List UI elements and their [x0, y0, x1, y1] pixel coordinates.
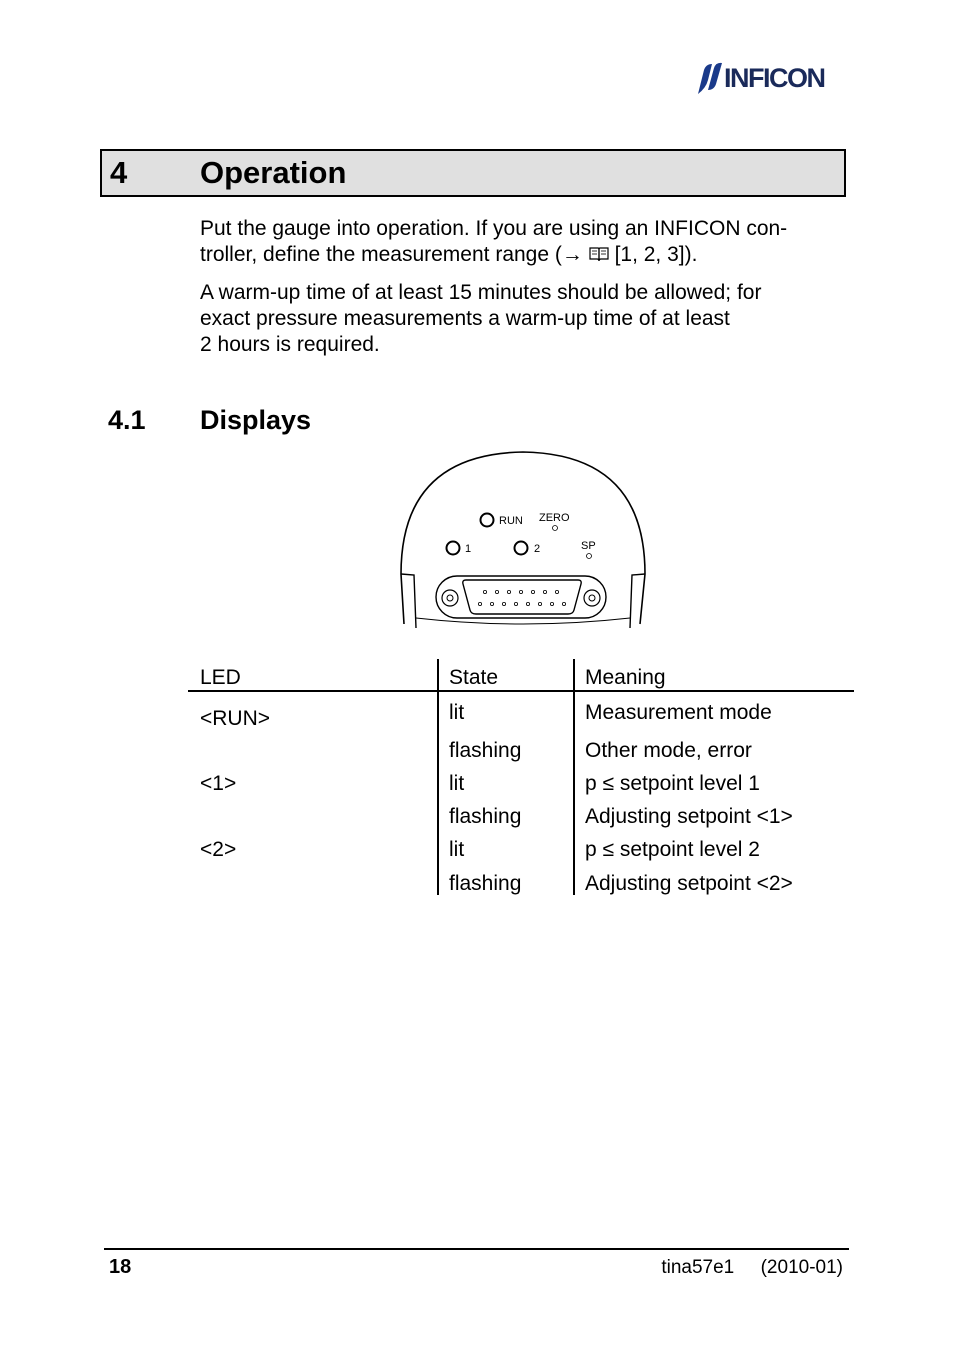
table-cell-meaning: Other mode, error — [585, 739, 752, 762]
run-label: RUN — [499, 515, 523, 527]
table-cell-state: flashing — [449, 805, 522, 828]
table-cell-state: lit — [449, 701, 465, 724]
run-led-icon — [481, 514, 494, 527]
table-cell-meaning: p ≤ setpoint level 1 — [585, 772, 760, 795]
chapter-title: Operation — [200, 155, 347, 190]
table-cell-meaning: p ≤ setpoint level 2 — [585, 838, 760, 861]
chapter-number: 4 — [110, 155, 128, 190]
sp-button-icon — [587, 554, 592, 559]
led-1-label: 1 — [465, 543, 472, 555]
intro-p1-line2 — [200, 242, 840, 268]
table-cell-meaning: Adjusting setpoint <2> — [585, 872, 793, 895]
inficon-logo-mark — [694, 60, 724, 96]
zero-label: ZERO — [539, 512, 570, 524]
chapter-heading — [100, 149, 846, 197]
intro-p2-line1: A warm-up time of at least 15 minutes should be allowed; for — [200, 281, 762, 304]
table-cell-state: lit — [449, 772, 465, 795]
arrow-icon: → — [561, 243, 583, 266]
intro-p2-line3: 2 hours is required. — [200, 333, 380, 356]
table-cell-meaning: Measurement mode — [585, 701, 772, 724]
led-2-icon — [515, 542, 528, 555]
gauge-display-diagram — [396, 448, 650, 632]
led-2-label: 2 — [534, 543, 541, 555]
zero-button-icon — [553, 526, 558, 531]
document-id: tina57e1 (2010-01) — [661, 1257, 843, 1278]
intro-p1-text-a: troller, define the measurement range ( — [200, 243, 562, 266]
table-cell-led: <1> — [200, 772, 237, 795]
sp-label: SP — [581, 540, 596, 552]
table-header-rule — [188, 690, 854, 692]
table-cell-led: <RUN> — [200, 707, 271, 730]
table-divider-2 — [573, 659, 575, 895]
table-header-meaning: Meaning — [585, 666, 666, 689]
table-cell-state: flashing — [449, 739, 522, 762]
d-sub-connector — [436, 576, 606, 618]
footer-rule — [104, 1248, 849, 1250]
intro-p1-text-b: [1, 2, 3]). — [614, 243, 698, 266]
inficon-logo — [694, 60, 846, 96]
intro-paragraph-2 — [200, 280, 840, 358]
table-cell-state: flashing — [449, 872, 522, 895]
table-cell-led: <2> — [200, 838, 237, 861]
logo-text: INFICON — [724, 63, 825, 93]
page-number: 18 — [109, 1256, 132, 1278]
table-cell-meaning: Adjusting setpoint <1> — [585, 805, 793, 828]
table-header-state: State — [449, 666, 499, 689]
intro-p2-line2: exact pressure measurements a warm-up time of at least — [200, 307, 730, 330]
section-number: 4.1 — [108, 405, 146, 435]
intro-paragraph-1 — [200, 216, 840, 268]
table-divider-1 — [437, 659, 439, 895]
table-header-led: LED — [200, 666, 241, 689]
table-cell-state: lit — [449, 838, 465, 861]
section-title: Displays — [200, 405, 312, 435]
intro-p1-line1: Put the gauge into operation. If you are using an INFICON con- — [200, 217, 788, 240]
led-1-icon — [447, 542, 460, 555]
book-icon — [589, 246, 609, 262]
